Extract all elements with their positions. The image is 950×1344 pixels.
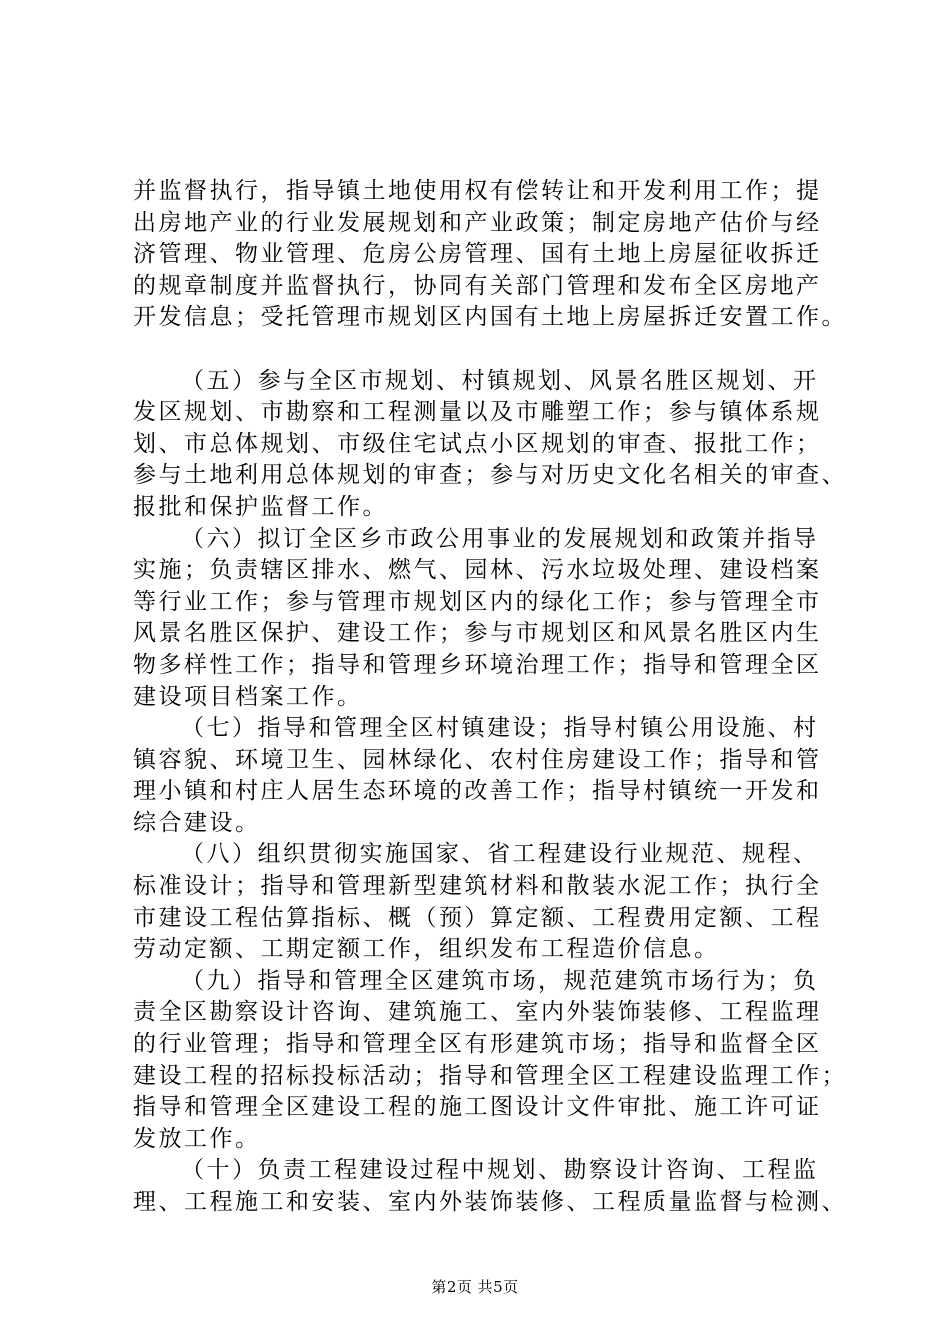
text-line: 等行业工作；参与管理市规划区内的绿化工作；参与管理全市 bbox=[133, 588, 822, 615]
text-line: 建设工程的招标投标活动；指导和管理全区工程建设监理工作； bbox=[133, 1062, 847, 1089]
text-line: 出房地产业的行业发展规划和产业政策；制定房地产估价与经 bbox=[133, 209, 822, 236]
text-line: 并监督执行，指导镇土地使用权有偿转让和开发利用工作；提 bbox=[133, 178, 822, 204]
text-line: 劳动定额、工期定额工作，组织发布工程造价信息。 bbox=[133, 936, 720, 963]
text-line: 发放工作。 bbox=[133, 1125, 261, 1152]
text-line: 开发信息；受托管理市规划区内国有土地上房屋拆迁安置工作。 bbox=[133, 304, 847, 331]
text-line: 的行业管理；指导和管理全区有形建筑市场；指导和监督全区 bbox=[133, 1031, 822, 1058]
text-line: 济管理、物业管理、危房公房管理、国有土地上房屋征收拆迁 bbox=[133, 241, 822, 268]
paragraph-6 bbox=[133, 524, 853, 714]
document-body bbox=[133, 176, 853, 1219]
text-line: 理小镇和村庄人居生态环境的改善工作；指导村镇统一开发和 bbox=[133, 778, 822, 805]
text-line: 理、工程施工和安装、室内外装饰装修、工程质量监督与检测、 bbox=[133, 1189, 847, 1215]
text-line: 物多样性工作；指导和管理乡环境治理工作；指导和管理全区 bbox=[133, 651, 822, 678]
text-line: 发区规划、市勘察和工程测量以及市雕塑工作；参与镇体系规 bbox=[133, 399, 822, 426]
text-line: （八）组织贯彻实施国家、省工程建设行业规范、规程、 bbox=[181, 841, 819, 868]
page-number-footer: 第2页 共5页 bbox=[431, 1278, 519, 1296]
text-line: （十）负责工程建设过程中规划、勘察设计咨询、工程监 bbox=[181, 1157, 819, 1184]
text-line: 指导和管理全区建设工程的施工图设计文件审批、施工许可证 bbox=[133, 1094, 822, 1121]
paragraph-5 bbox=[133, 366, 853, 524]
text-line: 实施；负责辖区排水、燃气、园林、污水垃圾处理、建设档案 bbox=[133, 557, 822, 584]
text-line: 参与土地利用总体规划的审查；参与对历史文化名相关的审查、 bbox=[133, 462, 847, 489]
paragraph-9 bbox=[133, 966, 853, 1156]
text-line: 报批和保护监督工作。 bbox=[133, 493, 388, 520]
text-line: （九）指导和管理全区建筑市场，规范建筑市场行为；负 bbox=[181, 967, 819, 994]
text-line: （六）拟订全区乡市政公用事业的发展规划和政策并指导 bbox=[181, 525, 819, 552]
text-line: 市建设工程估算指标、概（预）算定额、工程费用定额、工程 bbox=[133, 904, 822, 931]
text-line: 风景名胜区保护、建设工作；参与市规划区和风景名胜区内生 bbox=[133, 620, 822, 647]
paragraph-continued bbox=[133, 176, 853, 334]
paragraph-7 bbox=[133, 713, 853, 839]
text-line: 划、市总体规划、市级住宅试点小区规划的审查、报批工作； bbox=[133, 430, 822, 457]
text-line: （七）指导和管理全区村镇建设；指导村镇公用设施、村 bbox=[181, 715, 819, 742]
text-line: 标准设计；指导和管理新型建筑材料和散装水泥工作；执行全 bbox=[133, 873, 822, 900]
paragraph-10 bbox=[133, 1155, 853, 1218]
text-line: 责全区勘察设计咨询、建筑施工、室内外装饰装修、工程监理 bbox=[133, 999, 822, 1026]
text-line: 建设项目档案工作。 bbox=[133, 683, 363, 710]
text-line: （五）参与全区市规划、村镇规划、风景名胜区规划、开 bbox=[181, 367, 819, 394]
paragraph-8 bbox=[133, 839, 853, 965]
text-line: 综合建设。 bbox=[133, 809, 261, 836]
text-line: 镇容貌、环境卫生、园林绿化、农村住房建设工作；指导和管 bbox=[133, 746, 822, 773]
paragraph-gap bbox=[133, 334, 853, 366]
text-line: 的规章制度并监督执行，协同有关部门管理和发布全区房地产 bbox=[133, 272, 822, 299]
